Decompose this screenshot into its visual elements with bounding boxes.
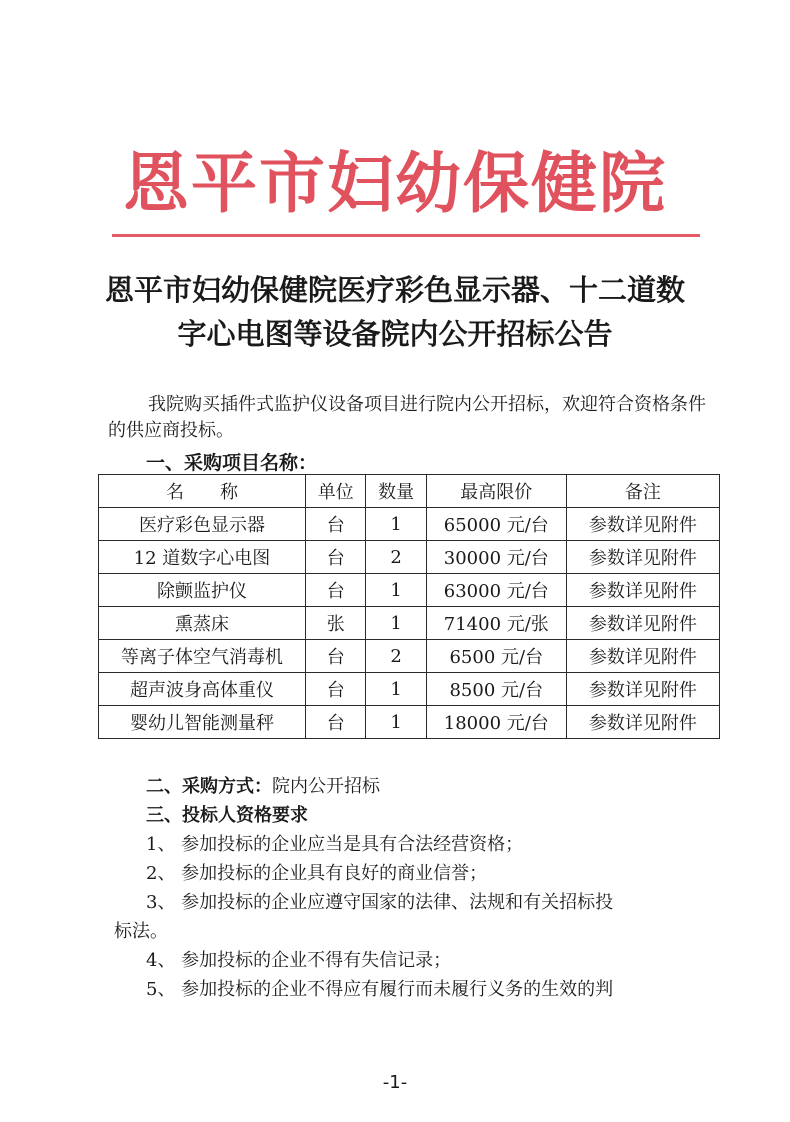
cell-quantity: 1 (366, 508, 426, 541)
cell-unit: 台 (305, 640, 365, 673)
header-name: 名 称 (99, 475, 306, 508)
table-row (99, 574, 720, 607)
cell-remarks: 参数详见附件 (566, 574, 719, 607)
section-1-heading: 一、采购项目名称： (146, 452, 318, 474)
cell-unit: 张 (305, 607, 365, 640)
cell-price: 65000 元/台 (426, 508, 566, 541)
section-2-label: 二、采购方式： (146, 776, 272, 797)
cell-remarks: 参数详见附件 (566, 508, 719, 541)
cell-name: 医疗彩色显示器 (99, 508, 306, 541)
document-title (60, 268, 730, 356)
cell-quantity: 1 (366, 607, 426, 640)
cell-remarks: 参数详见附件 (566, 541, 719, 574)
cell-price: 18000 元/台 (426, 706, 566, 739)
section-2-value: 院内公开招标 (272, 776, 380, 797)
title-line-1: 恩平市妇幼保健院医疗彩色显示器、十二道数 (104, 273, 685, 307)
cell-unit: 台 (305, 541, 365, 574)
cell-unit: 台 (305, 574, 365, 607)
red-divider-line (112, 234, 700, 237)
cell-price: 30000 元/台 (426, 541, 566, 574)
section-3-heading: 三、投标人资格要求 (146, 805, 308, 826)
requirement-4: 4、 参加投标的企业不得有失信记录； (146, 950, 452, 971)
cell-name: 除颤监护仪 (99, 574, 306, 607)
page-number: -1- (382, 1072, 408, 1093)
table-row (99, 706, 720, 739)
section-2-line (146, 772, 726, 801)
cell-remarks: 参数详见附件 (566, 607, 719, 640)
cell-name: 婴幼儿智能测量秤 (99, 706, 306, 739)
cell-quantity: 1 (366, 574, 426, 607)
requirement-3-continued: 标法。 (114, 921, 168, 942)
intro-paragraph: 我院购买插件式监护仪设备项目进行院内公开招标，欢迎符合资格条件的供应商投标。 (108, 394, 706, 441)
masthead-title: 恩平市妇幼保健院 (123, 144, 667, 222)
table-row (99, 607, 720, 640)
table-row (99, 508, 720, 541)
cell-remarks: 参数详见附件 (566, 706, 719, 739)
cell-price: 63000 元/台 (426, 574, 566, 607)
table-header-row (99, 475, 720, 508)
title-line-2: 字心电图等设备院内公开招标公告 (177, 317, 613, 351)
table-row (99, 640, 720, 673)
requirement-3: 3、 参加投标的企业应遵守国家的法律、法规和有关招标投 (146, 892, 614, 913)
cell-name: 12 道数字心电图 (99, 541, 306, 574)
table-row (99, 541, 720, 574)
cell-quantity: 2 (366, 640, 426, 673)
header-max-price: 最高限价 (426, 475, 566, 508)
cell-name: 超声波身高体重仪 (99, 673, 306, 706)
cell-unit: 台 (305, 673, 365, 706)
header-remarks: 备注 (566, 475, 719, 508)
requirement-1: 1、 参加投标的企业应当是具有合法经营资格； (146, 834, 524, 855)
cell-price: 6500 元/台 (426, 640, 566, 673)
cell-price: 71400 元/张 (426, 607, 566, 640)
requirement-5: 5、 参加投标的企业不得应有履行而未履行义务的生效的判 (146, 979, 614, 1000)
requirement-2: 2、 参加投标的企业具有良好的商业信誉； (146, 863, 488, 884)
requirements-block (114, 772, 726, 1004)
table-row (99, 673, 720, 706)
cell-remarks: 参数详见附件 (566, 673, 719, 706)
cell-quantity: 2 (366, 541, 426, 574)
cell-quantity: 1 (366, 673, 426, 706)
cell-remarks: 参数详见附件 (566, 640, 719, 673)
cell-name: 熏蒸床 (99, 607, 306, 640)
cell-price: 8500 元/台 (426, 673, 566, 706)
cell-quantity: 1 (366, 706, 426, 739)
cell-unit: 台 (305, 508, 365, 541)
cell-name: 等离子体空气消毒机 (99, 640, 306, 673)
header-unit: 单位 (305, 475, 365, 508)
header-quantity: 数量 (366, 475, 426, 508)
cell-unit: 台 (305, 706, 365, 739)
procurement-table (98, 474, 720, 739)
